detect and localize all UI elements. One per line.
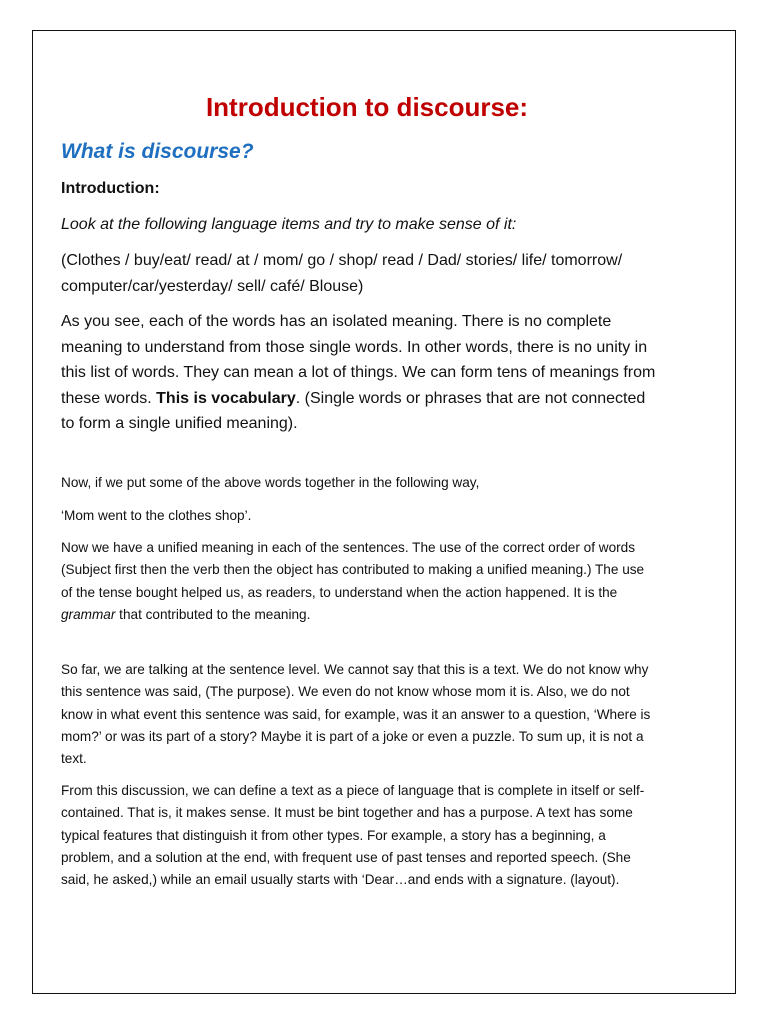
instruction-text: Look at the following language items and try to make sense of it: xyxy=(61,216,517,233)
section-heading: What is discourse? xyxy=(61,140,254,163)
vocabulary-text-after: . (Single words or phrases that are not connected to form a single unified meaning). xyxy=(61,389,646,433)
grammar-text-before: Now we have a unified meaning in each of the sentences. The use of the correct order of words (Subject first then the verb then the object has contributed to making a unified meaning.) The use of the tense bought helped us, as readers, to understand when the action happened. It is the xyxy=(61,540,645,600)
document-title: Introduction to discourse: xyxy=(205,92,529,122)
put-together-paragraph: Now, if we put some of the above words together in the following way, xyxy=(61,475,480,490)
grammar-italic-term: grammar xyxy=(61,606,116,622)
grammar-paragraph xyxy=(61,537,651,626)
vocabulary-paragraph xyxy=(61,309,657,437)
sentence-level-paragraph: So far, we are talking at the sentence level. We cannot say that this is a text. We do not know why this sentence was said, (The purpose). We even do not know whose mom it is. Also, we do not know in what event this sentence was said, for example, was it an answer to a question, ‘Where is mom?’ or was its part of a story? Maybe it is part of a joke or even a puzzle. To sum up, it is not a text. xyxy=(61,662,651,767)
vocabulary-bold-term: This is vocabulary xyxy=(156,389,296,407)
vocabulary-text-before: As you see, each of the words has an isolated meaning. There is no complete meaning to understand from those single words. In other words, there is no unity in this list of words. They can mean a lot of things. We can form tens of meanings from these words. xyxy=(61,313,656,407)
word-list: (Clothes / buy/eat/ read/ at / mom/ go / shop/ read / Dad/ stories/ life/ tomorrow/ computer/car/yesterday/ sell/ café/ Blouse) xyxy=(61,252,623,295)
grammar-text-after: that contributed to the meaning. xyxy=(115,606,311,622)
example-sentence: ‘Mom went to the clothes shop’. xyxy=(61,508,252,523)
introduction-heading: Introduction: xyxy=(61,180,160,197)
text-definition-paragraph: From this discussion, we can define a text as a piece of language that is complete in itself or self-contained. That is, it makes sense. It must be bint together and has a purpose. A text has some typical features that distinguish it from other types. For example, a story has a beginning, a problem, and a solution at the end, with frequent use of past tenses and reported speech. (She said, he asked,) while an email usually starts with ‘Dear…and ends with a signature. (layout). xyxy=(61,783,645,888)
